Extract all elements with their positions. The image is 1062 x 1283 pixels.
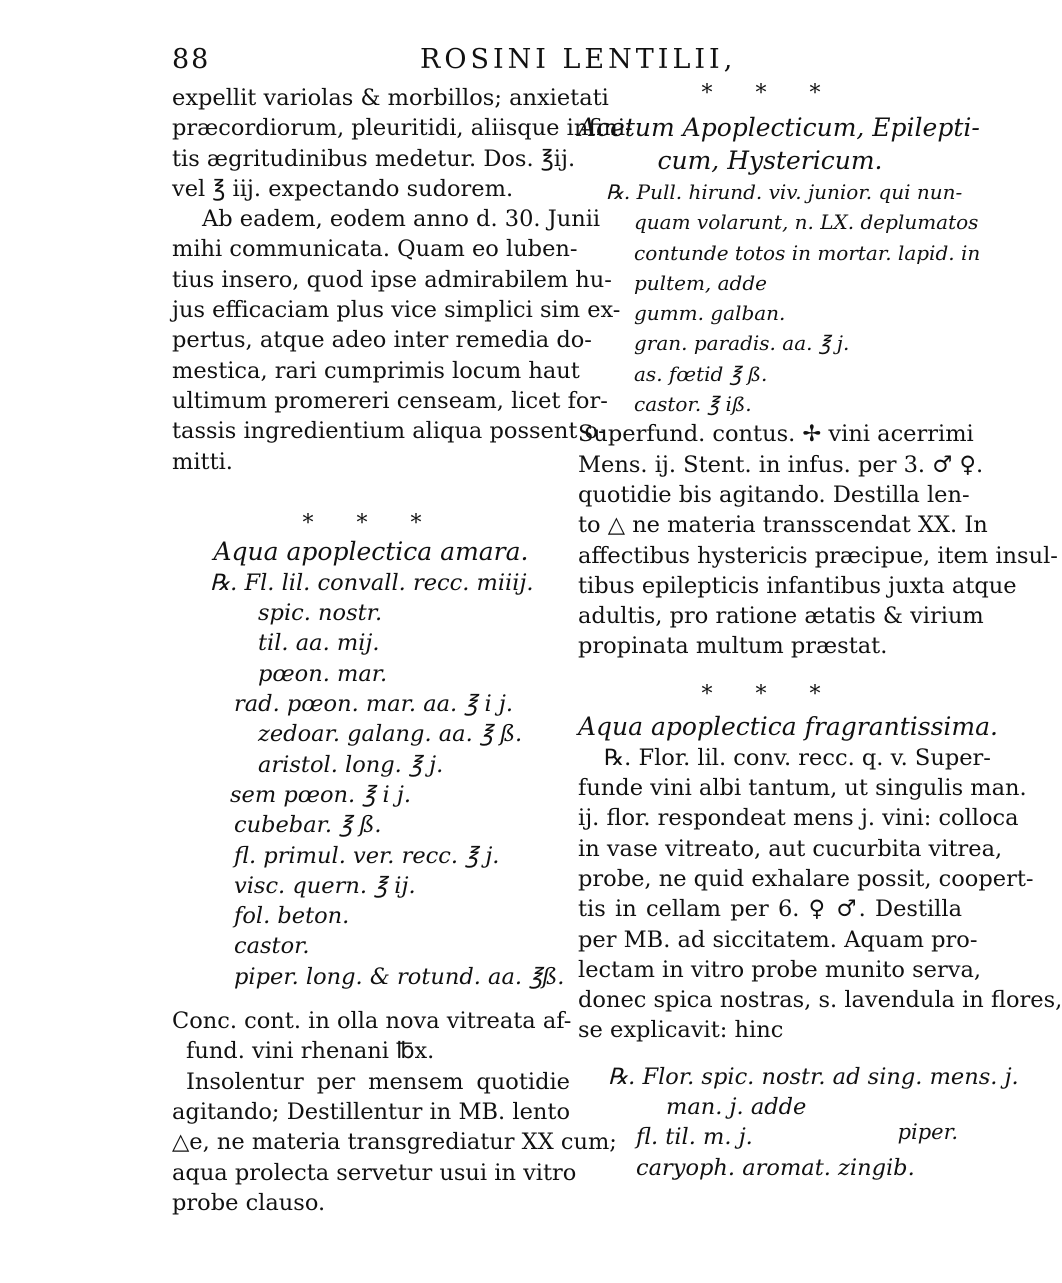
paragraph-acetum-instructions (578, 419, 1058, 661)
recipe-line: gran. paradis. aa. ℥ j. (634, 331, 850, 356)
text-line: donec spica nostras, s. lavendula in flores, (578, 987, 1062, 1014)
text-line: tius insero, quod ipse admirabilem hu- (172, 266, 612, 293)
text-line: præcordiorum, pleuritidi, aliisque infini- (172, 115, 633, 142)
text-line: ℞. Flor. lil. conv. recc. q. v. Super- (604, 744, 991, 771)
text-line: affectibus hystericis præcipue, item insul- (578, 542, 1058, 569)
text-line: ultimum promereri censeam, licet for- (172, 387, 608, 414)
section-ornament: * * * (701, 681, 839, 707)
recipe-line: fl. til. m. j. (636, 1124, 753, 1151)
recipe-title-acetum-cont: cum, Hystericum. (657, 146, 883, 175)
recipe-line: castor. (234, 933, 310, 960)
paragraph-instructions (172, 1006, 617, 1218)
text-line: agitando; Destillentur in MB. lento (172, 1098, 570, 1125)
recipe-line: ℞. Fl. lil. convall. recc. miiij. (210, 569, 534, 596)
right-column (578, 81, 1062, 1183)
text-line: probe clauso. (172, 1189, 326, 1216)
text-line: tis in cellam per 6. ♀ ♂. Destilla (578, 896, 962, 923)
recipe-line: gumm. galban. (634, 301, 786, 326)
recipe-line: ℞. Flor. spic. nostr. ad sing. mens. j. (608, 1063, 1019, 1090)
recipe-line: spic. nostr. (258, 600, 383, 627)
text-line: Superfund. contus. ✢ vini acerrimi (578, 421, 974, 448)
section-ornament: * * * (701, 81, 839, 106)
text-line: jus efficaciam plus vice simplici sim ex- (172, 297, 621, 324)
text-line: funde vini albi tantum, ut singulis man. (578, 775, 1027, 802)
text-line: probe, ne quid exhalare possit, coopert- (578, 865, 1034, 892)
recipe-line: piper. long. & rotund. aa. ℥ß. (234, 963, 565, 990)
page-header (172, 40, 962, 80)
spacer (172, 992, 570, 1006)
paragraph-fragrantissima (578, 743, 1062, 1046)
recipe-list-aqua-amara (172, 568, 570, 992)
text-line: mihi communicata. Quam eo luben- (172, 236, 578, 263)
catchword: piper. (897, 1120, 958, 1144)
recipe-line: cubebar. ℥ ß. (234, 812, 382, 839)
text-line: tis ægritudinibus medetur. Dos. ℥ij. (172, 145, 576, 172)
text-line: △e, ne materia transgrediatur ⅩⅩ cum; (172, 1129, 617, 1156)
recipe-title-aqua-fragrantissima: Aqua apoplectica fragrantissima. (578, 711, 998, 741)
recipe-line: pœon. mar. (258, 660, 388, 687)
left-column (172, 83, 633, 1218)
recipe-list-acetum (578, 177, 981, 419)
recipe-line: as. fœtid ℥ ß. (634, 361, 768, 386)
text-line: mitti. (172, 448, 233, 475)
recipe-line: visc. quern. ℥ ij. (234, 872, 416, 899)
text-line: Ab eadem, eodem anno d. 30. Junii (202, 206, 601, 233)
text-line: adultis, pro ratione ætatis & virium (578, 603, 984, 630)
text-line: per MB. ad siccitatem. Aquam pro- (578, 926, 978, 953)
text-line: Mens. ij. Stent. in infus. per 3. ♂ ♀. (578, 451, 984, 478)
recipe-title-aqua-amara: Aqua apoplectica amara. (213, 536, 529, 566)
recipe-line: zedoar. galang. aa. ℥ ß. (258, 721, 523, 748)
recipe-line: contunde totos in mortar. lapid. in (634, 240, 981, 265)
text-line: expellit variolas & morbillos; anxietati (172, 85, 609, 111)
recipe-title-acetum: Acetum Apoplecticum, Epilepti- (578, 113, 980, 142)
recipe-line: aristol. long. ℥ j. (258, 751, 444, 778)
paragraph-provenance (172, 204, 621, 477)
text-line: in vase vitreato, aut cucurbita vitrea, (578, 835, 1003, 862)
text-line: vel ℥ iij. expectando sudorem. (172, 175, 514, 202)
text-line: fund. vini rhenani ℔x. (186, 1038, 435, 1065)
running-head: ROSINI LENTILII, (420, 44, 737, 75)
text-line: pertus, atque adeo inter remedia do- (172, 327, 592, 354)
text-line: Insolentur per mensem quotidie (186, 1068, 570, 1095)
recipe-line: castor. ℥ iß. (634, 392, 752, 417)
recipe-line: sem pœon. ℥ i j. (230, 781, 411, 808)
spacer (578, 1046, 962, 1062)
spacer (172, 477, 570, 513)
spacer (578, 662, 962, 684)
section-ornament: * * * (302, 510, 440, 536)
recipe-line: fol. beton. (234, 903, 350, 930)
page-number: 88 (172, 44, 211, 75)
recipe-line: til. aa. mij. (258, 630, 380, 657)
recipe-line: ℞. Pull. hirund. viv. junior. qui nun- (606, 180, 963, 204)
text-line: propinata multum præstat. (578, 633, 888, 660)
text-line: to △ ne materia transscendat ⅩⅩ. In (578, 512, 988, 539)
text-line: mestica, rari cumprimis locum haut (172, 357, 580, 384)
text-line: lectam in vitro probe munito serva, (578, 956, 982, 983)
recipe-line: man. j. adde (666, 1094, 807, 1121)
recipe-line: quam volarunt, n. LX. deplumatos (634, 210, 979, 235)
text-line: quotidie bis agitando. Destilla len- (578, 481, 970, 508)
text-line: Conc. cont. in olla nova vitreata af- (172, 1008, 572, 1035)
text-line: tibus epilepticis infantibus juxta atque (578, 572, 1017, 599)
text-line: se explicavit: hinc (578, 1017, 784, 1044)
text-line: ij. flor. respondeat mens j. vini: colloca (578, 805, 1019, 832)
recipe-line: fl. primul. ver. recc. ℥ j. (234, 842, 500, 869)
text-line: tassis ingredientium aliqua possent o- (172, 418, 606, 445)
recipe-line: rad. pœon. mar. aa. ℥ i j. (234, 691, 513, 718)
paragraph-continuation (172, 83, 633, 204)
recipe-line: pultem, adde (634, 270, 767, 295)
recipe-line: caryoph. aromat. zingib. (636, 1154, 915, 1181)
text-line: aqua prolecta servetur usui in vitro (172, 1159, 577, 1186)
